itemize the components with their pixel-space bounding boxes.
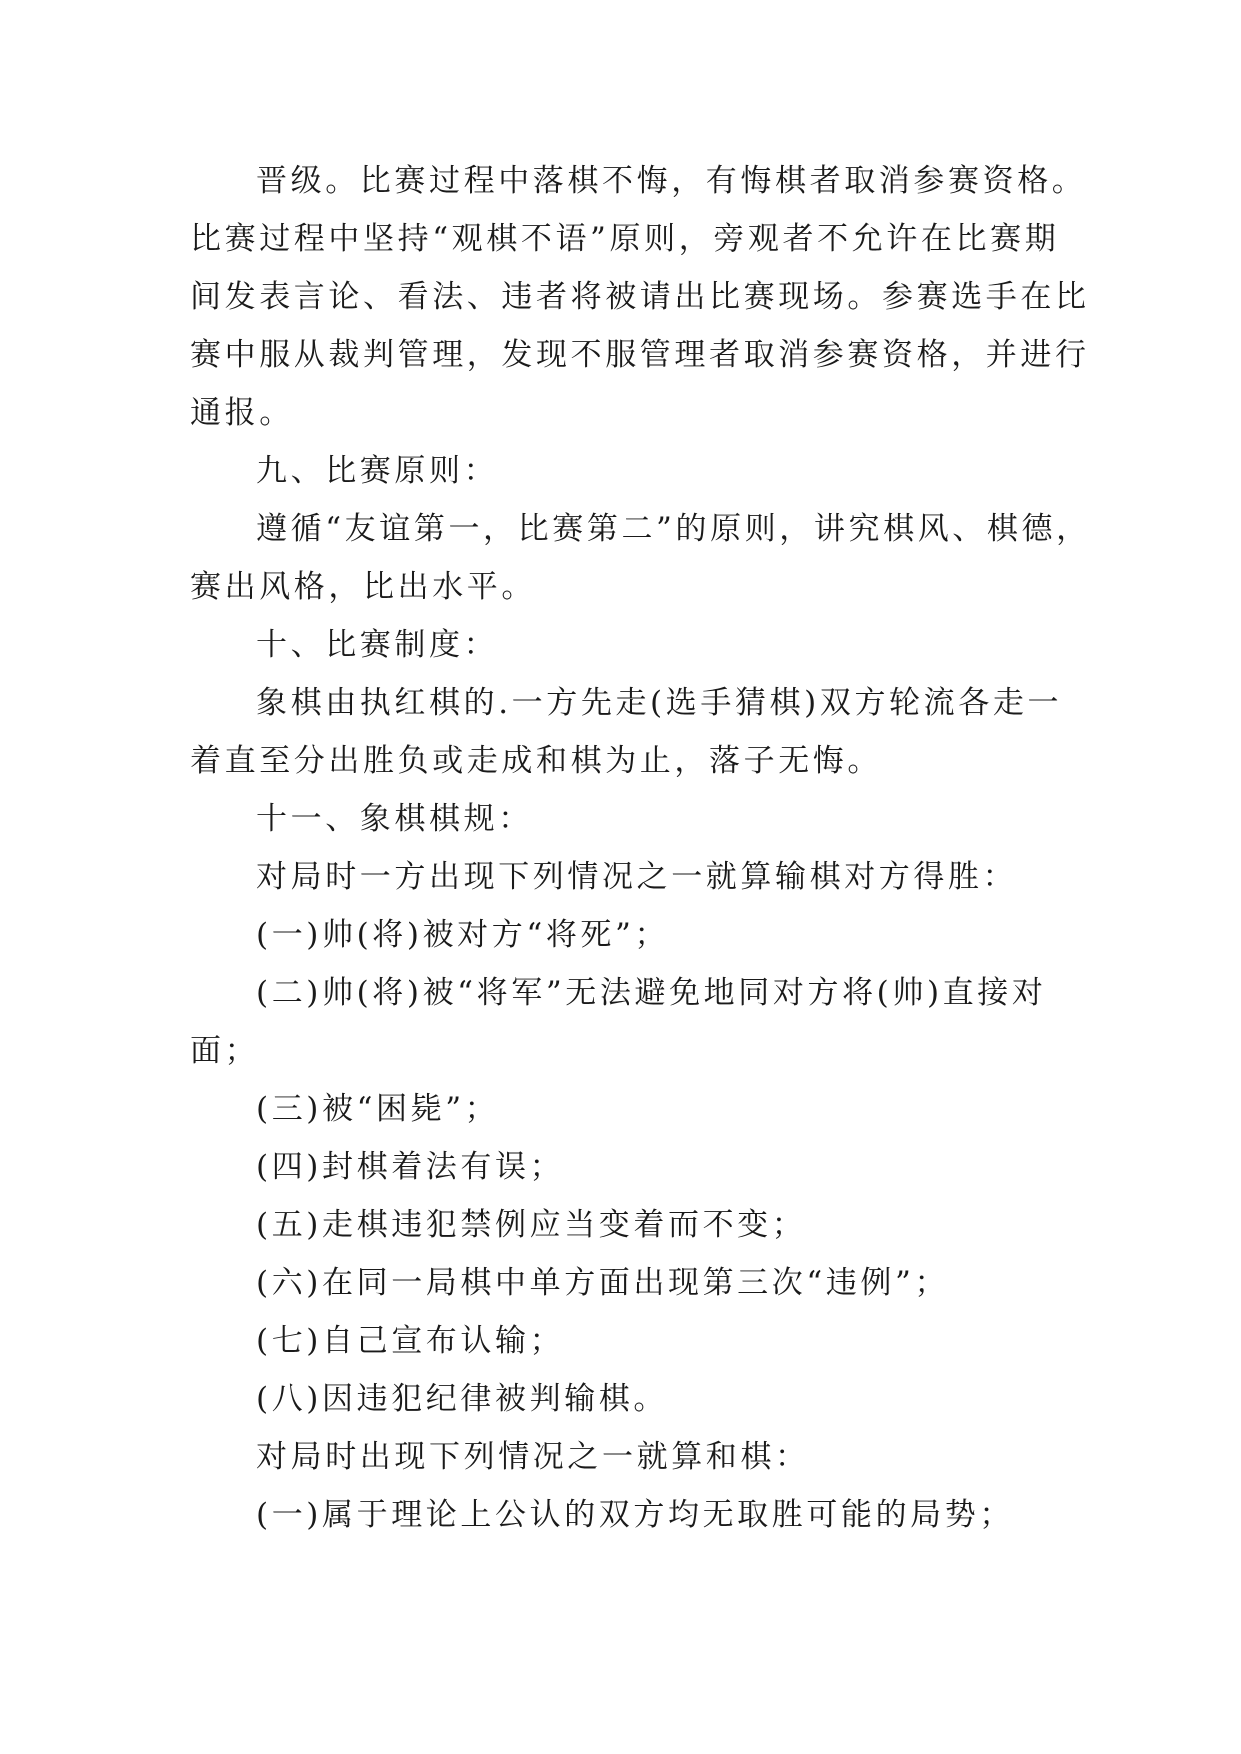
text-line: 赛中服从裁判管理，发现不服管理者取消参赛资格，并进行 — [190, 337, 1090, 373]
list-item: (五)走棋违犯禁例应当变着而不变； — [256, 1207, 807, 1243]
section-heading: 十一、象棋棋规： — [256, 801, 533, 837]
text-line: 对局时一方出现下列情况之一就算输棋对方得胜： — [256, 859, 1018, 895]
text-line: 间发表言论、看法、违者将被请出比赛现场。参赛选手在比 — [190, 279, 1090, 315]
list-item: (七)自己宣布认输； — [256, 1323, 565, 1359]
list-item: (二)帅(将)被“将军”无法避免地同对方将(帅)直接对 — [256, 975, 1047, 1011]
text-line: 象棋由执红棋的.一方先走(选手猜棋)双方轮流各走一 — [256, 685, 1063, 721]
text-line: 晋级。比赛过程中落棋不悔，有悔棋者取消参赛资格。 — [256, 163, 1087, 199]
list-item: (一)属于理论上公认的双方均无取胜可能的局势； — [256, 1497, 1014, 1533]
text-line: 面； — [190, 1033, 260, 1069]
text-line: 赛出风格，比出水平。 — [190, 569, 536, 605]
text-line: 比赛过程中坚持“观棋不语”原则，旁观者不允许在比赛期 — [190, 221, 1060, 257]
list-item: (四)封棋着法有误； — [256, 1149, 565, 1185]
list-item: (三)被“困毙”； — [256, 1091, 500, 1127]
text-line: 遵循“友谊第一，比赛第二”的原则，讲究棋风、棋德， — [256, 511, 1091, 547]
document-body — [190, 152, 1090, 1544]
list-item: (六)在同一局棋中单方面出现第三次“违例”； — [256, 1265, 950, 1301]
section-heading: 十、比赛制度： — [256, 627, 499, 663]
list-item: (一)帅(将)被对方“将死”； — [256, 917, 670, 953]
list-item: (八)因违犯纪律被判输棋。 — [256, 1381, 668, 1417]
text-line: 通报。 — [190, 395, 294, 431]
text-line: 着直至分出胜负或走成和棋为止，落子无悔。 — [190, 743, 882, 779]
section-heading: 九、比赛原则： — [256, 453, 499, 489]
text-line: 对局时出现下列情况之一就算和棋： — [256, 1439, 810, 1475]
